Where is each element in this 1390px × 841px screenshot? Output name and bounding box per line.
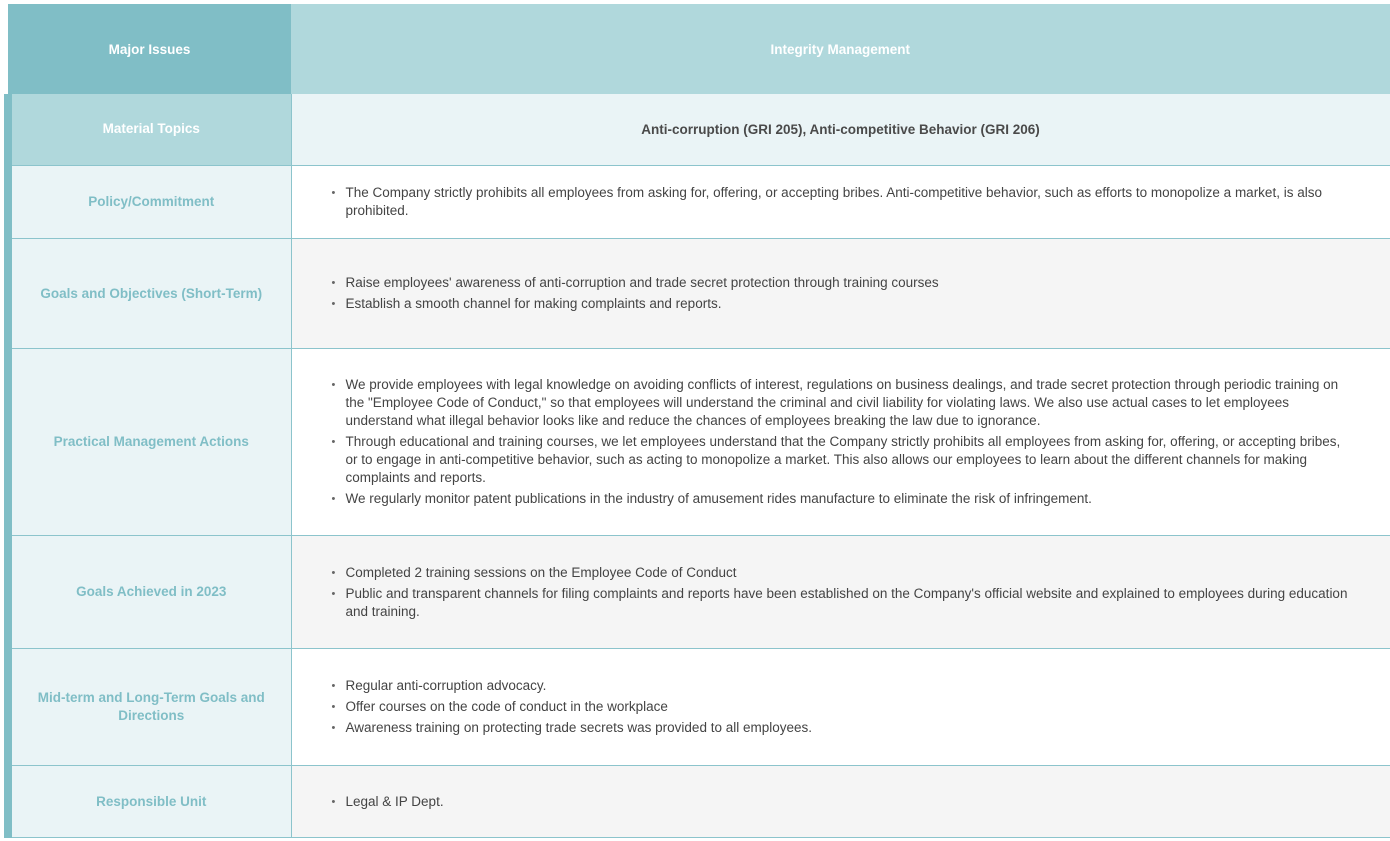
header-major-issues: Major Issues — [8, 5, 291, 94]
table-row — [8, 536, 1390, 649]
bullet-list — [332, 184, 1350, 220]
row-content-goals-short-term — [291, 239, 1390, 349]
bullet-list — [332, 376, 1350, 508]
list-item: • The Company strictly prohibits all employees from asking for, offering, or accepting bribes. Anti-competitive behavior, such as efforts to monopolize a market, is also prohibited. — [332, 184, 1350, 220]
row-content-practical-actions — [291, 349, 1390, 536]
row-label-responsible-unit: Responsible Unit — [8, 766, 291, 838]
row-content-mid-long-term — [291, 649, 1390, 766]
list-item: • Regular anti-corruption advocacy. — [332, 677, 1350, 695]
list-item: • Legal & IP Dept. — [332, 793, 1350, 811]
row-content-goals-achieved — [291, 536, 1390, 649]
integrity-management-table-container — [4, 4, 1386, 838]
table-row — [8, 166, 1390, 239]
table-row — [8, 649, 1390, 766]
table-row — [8, 239, 1390, 349]
bullet-list — [332, 564, 1350, 621]
bullet-list — [332, 793, 1350, 811]
list-item: • Offer courses on the code of conduct in the workplace — [332, 698, 1350, 716]
bullet-list — [332, 274, 1350, 313]
material-topics-row — [8, 94, 1390, 166]
header-integrity-management: Integrity Management — [291, 5, 1390, 94]
list-item: • Awareness training on protecting trade secrets was provided to all employees. — [332, 719, 1350, 737]
header-row — [8, 5, 1390, 94]
list-item: • Raise employees' awareness of anti-corruption and trade secret protection through training courses — [332, 274, 1350, 292]
material-topics-value: Anti-corruption (GRI 205), Anti-competitive Behavior (GRI 206) — [291, 94, 1390, 166]
integrity-management-table — [4, 4, 1390, 838]
row-label-goals-achieved: Goals Achieved in 2023 — [8, 536, 291, 649]
row-label-practical-actions: Practical Management Actions — [8, 349, 291, 536]
row-content-responsible-unit — [291, 766, 1390, 838]
table-row — [8, 349, 1390, 536]
row-label-goals-short-term: Goals and Objectives (Short-Term) — [8, 239, 291, 349]
table-row — [8, 766, 1390, 838]
row-label-mid-long-term: Mid-term and Long-Term Goals and Directions — [8, 649, 291, 766]
row-content-policy — [291, 166, 1390, 239]
list-item: • We provide employees with legal knowledge on avoiding conflicts of interest, regulations on business dealings, and trade secret protection through periodic training on the "Employee Code of Conduct," so that employees will understand the criminal and civil liability for violating laws. We also use actual cases to let employees understand what illegal behavior looks like and reduce the chances of employees breaking the law due to ignorance. — [332, 376, 1350, 430]
list-item: • Establish a smooth channel for making complaints and reports. — [332, 295, 1350, 313]
list-item: • Public and transparent channels for filing complaints and reports have been established on the Company's official website and explained to employees during education and training. — [332, 585, 1350, 621]
material-topics-label: Material Topics — [8, 94, 291, 166]
list-item: • Through educational and training courses, we let employees understand that the Company strictly prohibits all employees from asking for, offering, or accepting bribes, or to engage in anti-competitive behavior, such as acting to monopolize a market. This also allows our employees to learn about the different channels for making complaints and reports. — [332, 433, 1350, 487]
list-item: • Completed 2 training sessions on the Employee Code of Conduct — [332, 564, 1350, 582]
list-item: • We regularly monitor patent publications in the industry of amusement rides manufacture to eliminate the risk of infringement. — [332, 490, 1350, 508]
bullet-list — [332, 677, 1350, 737]
row-label-policy: Policy/Commitment — [8, 166, 291, 239]
